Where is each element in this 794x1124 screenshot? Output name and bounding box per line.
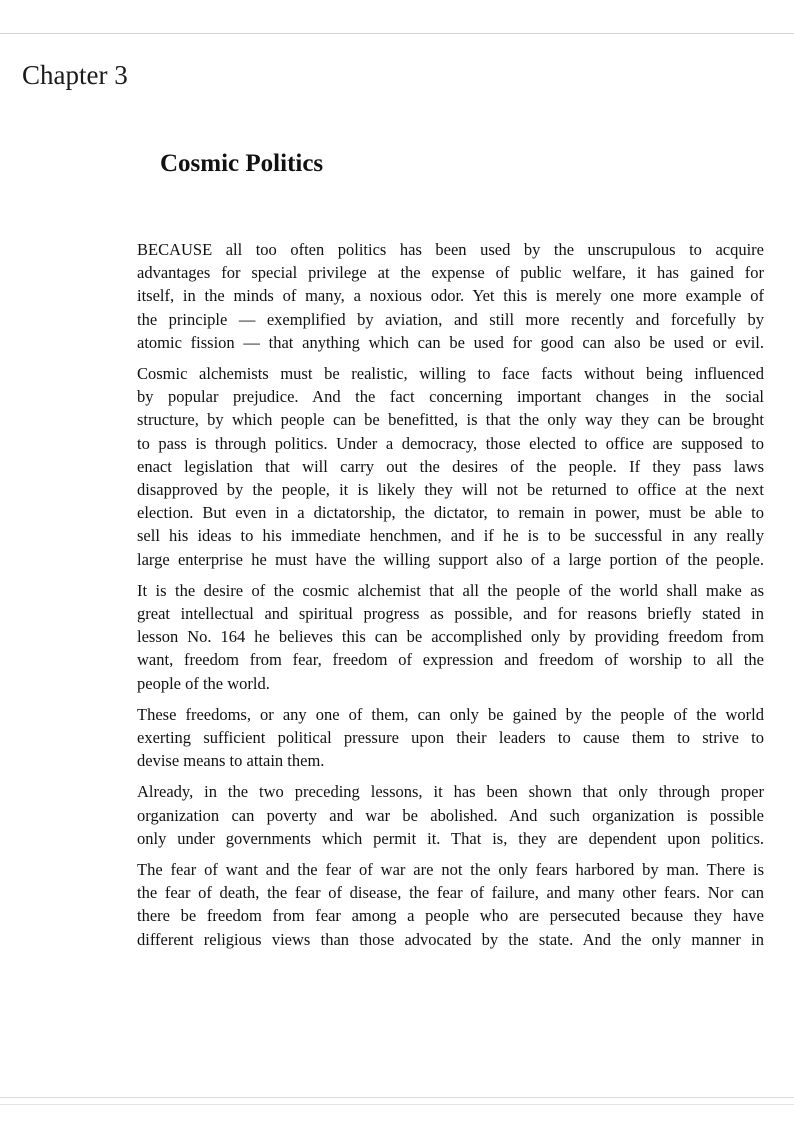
text-line: The fear of want and the fear of war are not the only fears harbored by man. There is [137, 860, 764, 880]
text-line: organization can poverty and war be abolished. And such organization is possible [137, 805, 764, 825]
text-line: people of the world. [137, 673, 270, 693]
text-line: itself, in the minds of many, a noxious odor. Yet this is merely one more example of [137, 286, 764, 306]
text-line: These freedoms, or any one of them, can only be gained by the people of the world [137, 704, 764, 724]
paragraph-3 [137, 579, 764, 695]
paragraph-5 [137, 780, 764, 850]
text-line: election. But even in a dictatorship, the dictator, to remain in power, must be able to [137, 503, 764, 523]
text-line: there be freedom from fear among a people who are persecuted because they have [137, 906, 764, 926]
text-line: different religious views than those advocated by the state. And the only manner in [137, 929, 764, 949]
text-line: Cosmic alchemists must be realistic, willing to face facts without being influenced [137, 364, 764, 384]
text-line: only under governments which permit it. That is, they are dependent upon politics. [137, 828, 764, 848]
paragraph-1 [137, 238, 764, 354]
text-line: by popular prejudice. And the fact concerning important changes in the social [137, 387, 764, 407]
top-divider [0, 33, 794, 34]
chapter-title: Cosmic Politics [160, 150, 324, 177]
bottom-divider-secondary [0, 1104, 794, 1105]
text-line: large enterprise he must have the willing support also of a large portion of the people. [137, 549, 764, 569]
text-line: sell his ideas to his immediate henchmen, and if he is to be successful in any really [137, 526, 764, 546]
text-line: to pass is through politics. Under a democracy, those elected to office are supposed to [137, 433, 764, 453]
text-line: advantages for special privilege at the expense of public welfare, it has gained for [137, 263, 764, 283]
bottom-divider [0, 1097, 794, 1098]
text-line: the principle — exemplified by aviation, and still more recently and forcefully by [137, 309, 764, 329]
text-line: want, freedom from fear, freedom of expression and freedom of worship to all the [137, 650, 764, 670]
text-line: atomic fission — that anything which can be used for good can also be used or evil. [137, 332, 764, 352]
text-line: Already, in the two preceding lessons, it has been shown that only through proper [137, 782, 764, 802]
paragraph-6 [137, 858, 764, 951]
text-line: It is the desire of the cosmic alchemist that all the people of the world shall make as [137, 580, 764, 600]
body-text [137, 238, 764, 959]
paragraph-4 [137, 703, 764, 773]
text-line: disapproved by the people, it is likely they will not be returned to office at the next [137, 480, 764, 500]
paragraph-2 [137, 362, 764, 571]
text-line: BECAUSE all too often politics has been used by the unscrupulous to acquire [137, 240, 764, 259]
text-line: exerting sufficient political pressure upon their leaders to cause them to strive to [137, 728, 764, 748]
text-line: structure, by which people can be benefitted, is that the only way they can be brought [137, 410, 764, 430]
chapter-label: Chapter 3 [22, 60, 128, 90]
text-line: devise means to attain them. [137, 751, 325, 771]
text-line: enact legislation that will carry out the desires of the people. If they pass laws [137, 456, 764, 476]
text-line: great intellectual and spiritual progress as possible, and for reasons briefly stated in [137, 604, 764, 624]
text-line: the fear of death, the fear of disease, the fear of failure, and many other fears. Nor can [137, 883, 764, 903]
text-line: lesson No. 164 he believes this can be accomplished only by providing freedom from [137, 627, 764, 647]
